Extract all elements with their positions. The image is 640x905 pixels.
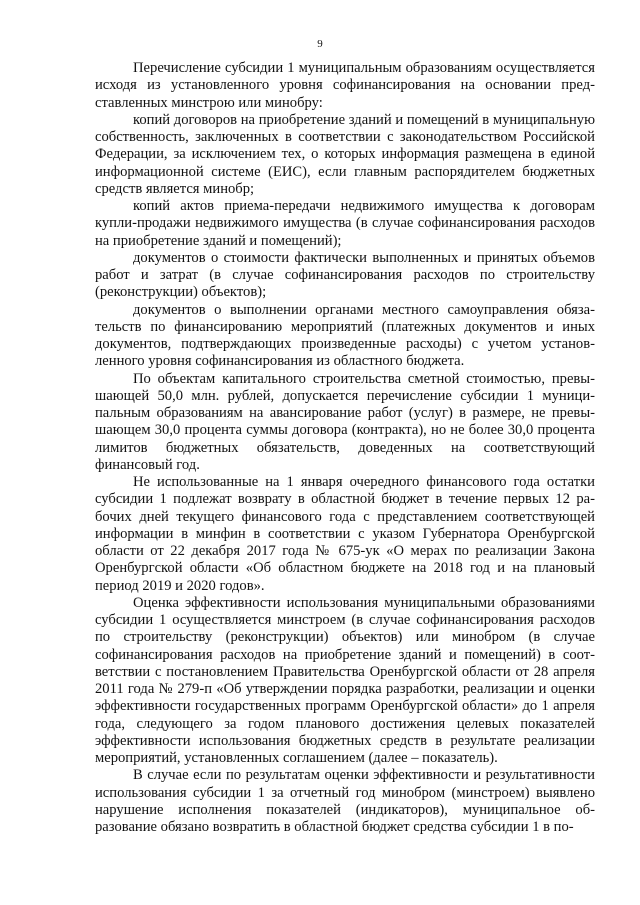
paragraph-4: документов о стоимости фактически выполненных и принятых объемов работ и затрат (в случае софинансирования расходов по строительству (реконструкции) объектов); <box>95 249 595 301</box>
paragraph-5: документов о выполнении органами местного самоуправления обязательств по финансированию мероприятий (платежных документов и иных документов, подтверждающих произведенные расходы) с учетом установленного уровня софинансирования из областного бюджета. <box>95 301 595 370</box>
paragraph-2: копий договоров на приобретение зданий и помещений в муниципальную собственность, заключенных в соответствии с законодательством Российской Федерации, за исключением тех, о которых информация размещена в единой информационной системе (ЕИС), если главным распорядителем бюджетных средств является минобр; <box>95 111 595 197</box>
paragraph-6: По объектам капитального строительства сметной стоимостью, превышающей 50,0 млн. рублей, допускается перечисление субсидии 1 муниципальным образованиям на авансирование работ (услуг) в размере, не превышающем 30,0 процента суммы договора (контракта), но не более 30,0 процента лимитов бюджетных обязательств, доведенных на соответствующий финансовый год. <box>95 370 595 473</box>
page-number: 9 <box>317 38 323 50</box>
paragraph-9: В случае если по результатам оценки эффективности и результативности использования субсидии 1 за отчетный год минобром (минстроем) выявлено нарушение исполнения показателей (индикаторов), муниципальное образование обязано возвратить в областной бюджет средства субсидии 1 в по- <box>95 767 595 835</box>
paragraph-8: Оценка эффективности использования муниципальными образованиями субсидии 1 осуществляется минстроем (в случае софинансирования расходов по строительству (реконструкции) объектов) или минобром (в случае софинансирования расходов на приобретение зданий и помещений) в соответствии с постановлением Правительства Оренбургской области от 28 апреля 2011 года № 279-п «Об утверждении порядка разработки, реализации и оценки эффективности государственных программ Оренбургской области» до 1 апреля года, следующего за годом планового достижения целевых показателей эффективности использования бюджетных средств в результате реализации мероприятий, установленных соглашением (далее – показатель). <box>95 594 595 766</box>
paragraph-7: Не использованные на 1 января очередного финансового года остатки субсидии 1 подлежат возврату в областной бюджет в течение первых 12 рабочих дней текущего финансового года с представлением соответствующей информации в минфин в соответствии с указом Губернатора Оренбургской области от 22 декабря 2017 года № 675-ук «О мерах по реализации Закона Оренбургской области «Об областном бюджете на 2018 год и на плановый период 2019 и 2020 годов». <box>95 474 595 594</box>
paragraph-1: Перечисление субсидии 1 муниципальным образованиям осуществляется исходя из установленного уровня софинансирования на основании представленных минстрою или минобру: <box>95 60 595 111</box>
page-body <box>95 60 595 836</box>
paragraph-3: копий актов приема-передачи недвижимого имущества к договорам купли-продажи недвижимого имущества (в случае софинансирования расходов на приобретение зданий и помещений); <box>95 198 595 249</box>
